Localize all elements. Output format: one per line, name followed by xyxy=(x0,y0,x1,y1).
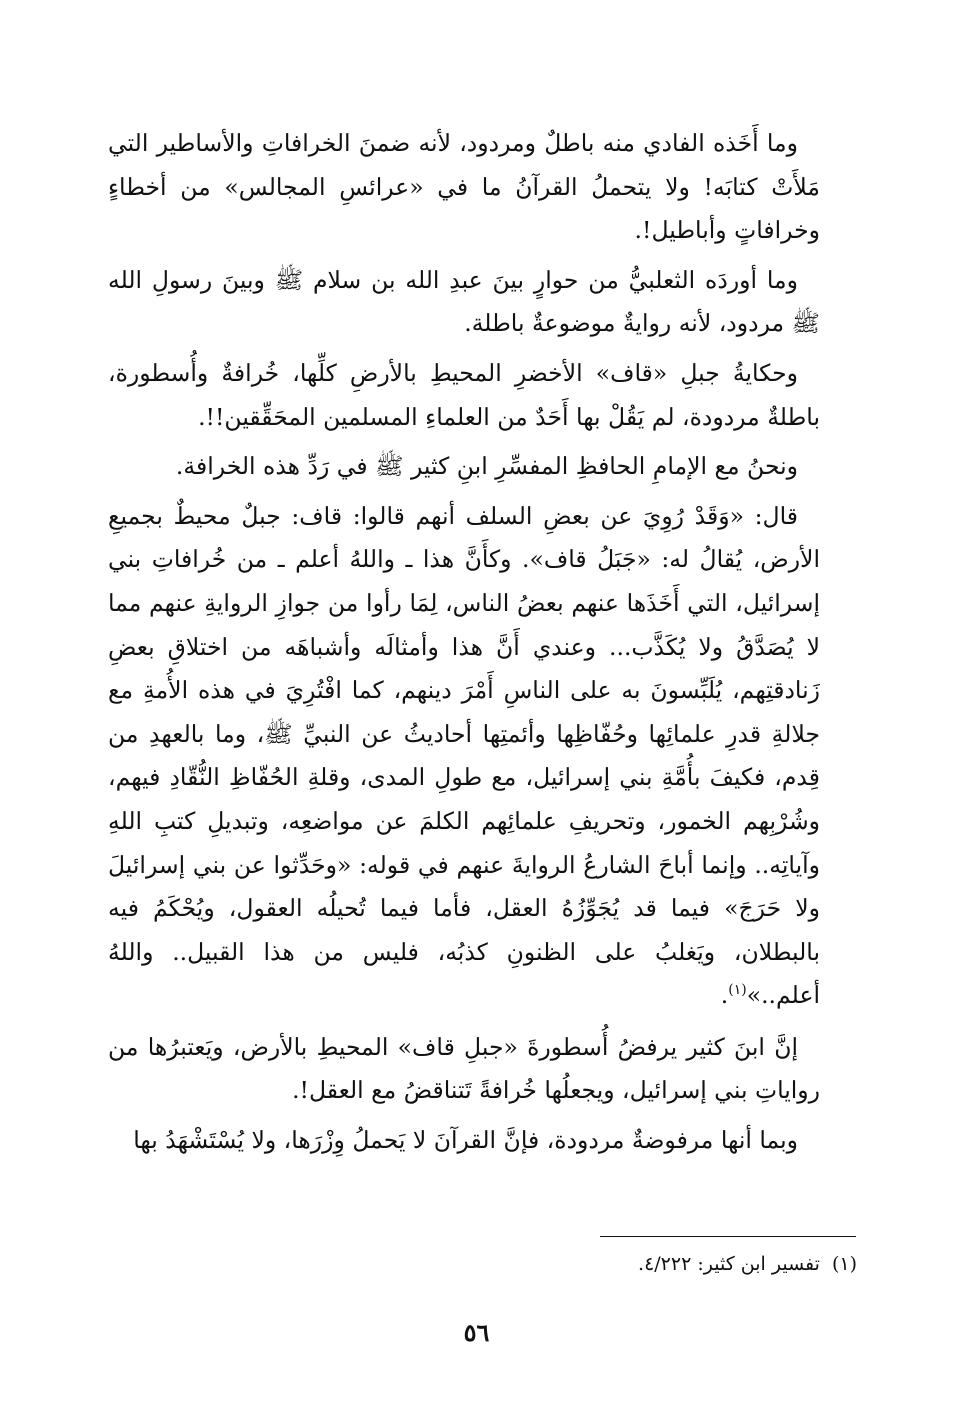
paragraph-2: وما أوردَه الثعلبيُّ من حوارٍ بينَ عبدِ الله بن سلام ﷺ وبينَ رسولِ الله ﷺ مردود، لأنه روايةٌ موضوعةٌ باطلة. xyxy=(108,265,820,338)
footnote-divider xyxy=(600,1236,856,1237)
quote-text: قال: «وَقَدْ رُوِيَ عن بعضِ السلف أنهم قالوا: قاف: جبلٌ محيطٌ بجميعِ الأرض، يُقالُ له: «جَبَلُ قاف». وكأَنَّ هذا ـ واللهُ أعلم ـ من خُرافاتِ بني إسرائيل، التي أَخَذَها عنهم بعضُ الناس، لِمَا رأوا من جوازِ الروايةِ عنهم مما لا يُصَدَّقُ ولا يُكَذَّب... وعندي أَنَّ هذا وأمثالَه وأشباهَه من اختلاقِ بعضِ زَنادقتِهم، يُلَبِّسونَ به على الناسِ أَمْرَ دينهم، كما افْتُرِيَ في هذه الأُمةِ مع جلالةِ قدرِ علمائِها وحُفّاظِها وأئمتِها أحاديثُ عن النبيِّ ﷺ، وما بالعهدِ من قِدم، فكيفَ بأُمَّةِ بني إسرائيل، مع طولِ المدى، وقلةِ الحُفّاظِ النُّقّادِ فيهم، وشُرْبِهم الخمور، وتحريفِ علمائِهم الكلمَ عن مواضعِه، وتبديلِ كتبِ اللهِ وآياتِه.. وإنما أباحَ الشارعُ الروايةَ عنهم في قوله: «وحَدِّثوا عن بني إسرائيلَ ولا حَرَجَ» فيما قد يُجَوِّزُهُ العقل، فأما فيما تُحيلُه العقول، ويُحْكَمُ فيه بالبطلان، ويَغلبُ على الظنونِ كذبُه، فليس من هذا القبيل.. واللهُ أعلم..» xyxy=(108,501,820,1010)
footnote xyxy=(457,1250,857,1278)
paragraph-1: وما أَخَذه الفادي منه باطلٌ ومردود، لأنه ضمنَ الخرافاتِ والأساطير التي مَلأَتْ كتابَه! ولا يتحملُ القرآنُ ما في «عرائسِ المجالس» من أخطاءٍ وخرافاتٍ وأباطيل!. xyxy=(108,129,820,245)
page-number: ٥٦ xyxy=(463,1318,490,1347)
paragraph-5: إنَّ ابنَ كثير يرفضُ أُسطورةَ «جبلِ قاف» المحيطِ بالأرض، ويَعتبرُها من رواياتِ بني إسرائيل، ويجعلُها خُرافةً تَتناقضُ مع العقل!. xyxy=(108,1032,820,1105)
paragraph-4: ونحنُ مع الإمامِ الحافظِ المفسِّرِ ابنِ كثير ﷺ في رَدِّ هذه الخرافة. xyxy=(175,452,798,481)
quote-end: . xyxy=(720,981,729,1010)
main-text xyxy=(108,122,820,1169)
footnote-number: (١) xyxy=(831,1253,857,1275)
footnote-reference: (١) xyxy=(728,982,747,999)
paragraph-3: وحكايةُ جبلِ «قاف» الأخضرِ المحيطِ بالأرضِ كلِّها، خُرافةٌ وأُسطورة، باطلةٌ مردودة، لم يَقُلْ بها أَحَدٌ من العلماءِ المسلمين المحَقِّقين!!. xyxy=(108,358,820,431)
paragraph-6: وبما أنها مرفوضةٌ مردودة، فإنَّ القرآنَ لا يَحملُ وِزْرَها، ولا يُسْتَشْهَدُ بها xyxy=(133,1126,798,1155)
footnote-text: تفسير ابن كثير: ٤/٢٢٢. xyxy=(638,1253,820,1275)
ibn-kathir-quote xyxy=(108,495,820,1018)
